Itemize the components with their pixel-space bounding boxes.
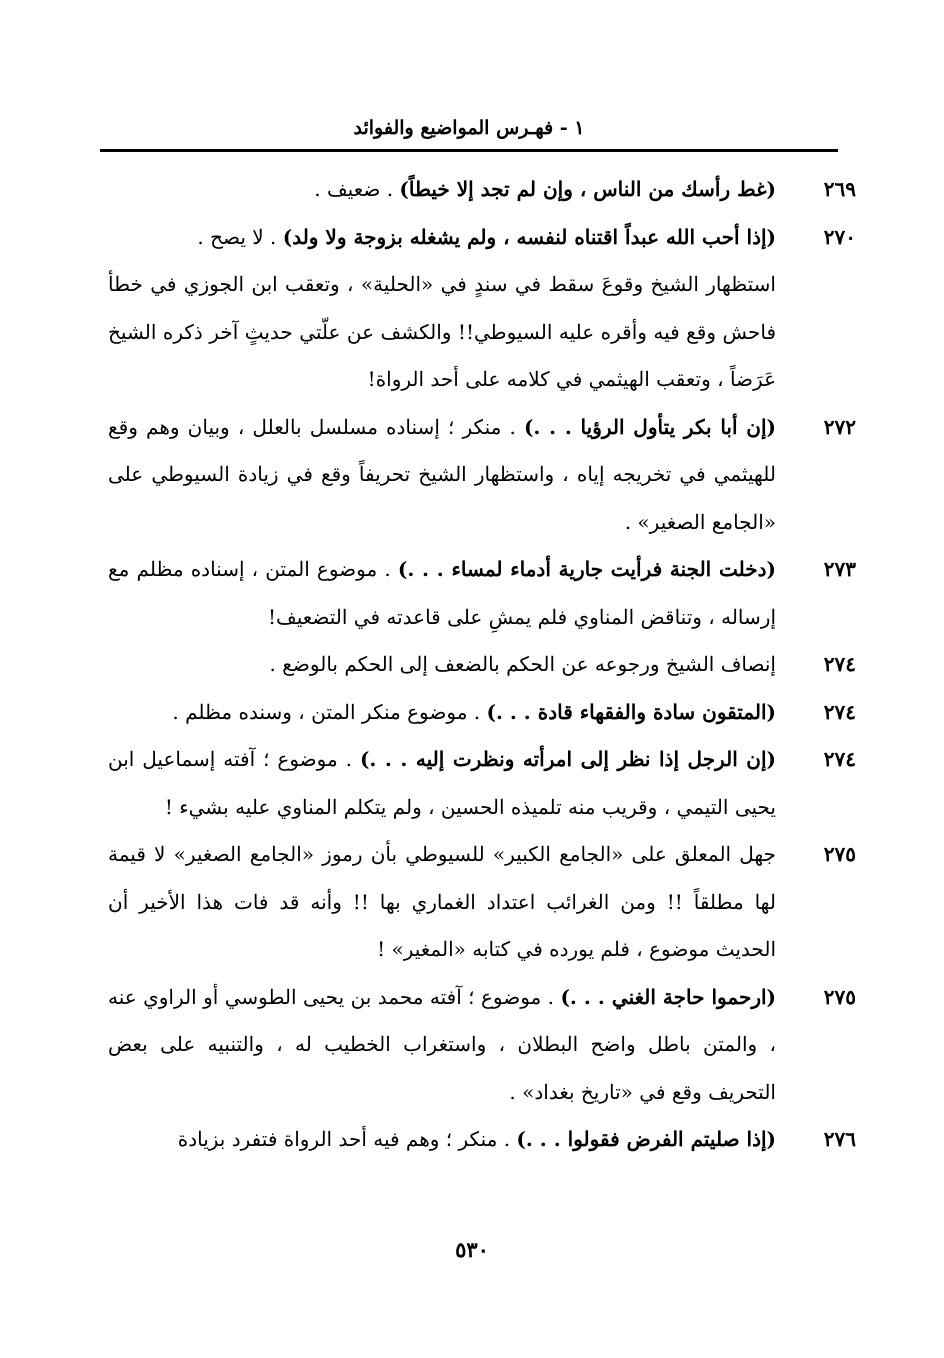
entry-comment: . موضوع منكر المتن ، وسنده مظلم . (172, 699, 487, 724)
entry-comment: . لا يصح . (197, 224, 283, 249)
index-entry (106, 641, 856, 689)
entry-page-number: ٢٧٥ (823, 984, 856, 1009)
entry-text (106, 1116, 776, 1164)
entry-page-number: ٢٧٤ (823, 747, 856, 771)
index-entry (106, 831, 856, 974)
entry-page-number: ٢٧٥ (823, 842, 856, 866)
page-header-title: ١ - فهـرس المواضيع والفوائد (353, 117, 585, 139)
index-entry (106, 974, 856, 1117)
entry-text (106, 404, 776, 547)
entry-comment: . موضوع المتن ، إسناده مظلم مع إرساله ، وتناقض المناوي فلم يمشِ على قاعدته في التضعيف! (108, 557, 776, 629)
entry-text (106, 736, 776, 831)
entry-text (106, 214, 776, 262)
entry-text (106, 261, 776, 404)
entry-text (106, 166, 776, 214)
entry-comment: . ضعيف . (314, 177, 400, 201)
entry-page-number: ٢٧٢ (823, 414, 856, 439)
entry-page-number: ٢٧٤ (823, 699, 856, 724)
index-entry (106, 166, 856, 214)
entry-text (106, 974, 776, 1117)
entry-comment: . منكر ؛ وهم فيه أحد الرواة فتفرد بزيادة (177, 1127, 517, 1151)
entry-comment: . منكر ؛ إسناده مسلسل بالعلل ، وبيان وهم وقع للهيثمي في تخريجه إياه ، واستظهار الشيخ تحريفاً وقع في زيادة السيوطي على «الجامع الصغير» . (108, 414, 776, 534)
hadith-quote: (إذا صليتم الفرض فقولوا . . .) (516, 1127, 776, 1151)
entry-page-number: ٢٧٦ (823, 1127, 856, 1151)
entry-page-number: ٢٧٣ (823, 557, 856, 581)
entry-comment: استظهار الشيخ وقوعَ سقط في سندٍ في «الحلية» ، وتعقب ابن الجوزي في خطأ فاحش وقع فيه وأقره عليه السيوطي!! والكشف عن علّتي حديثٍ آخر ذكره الشيخ عَرَضاً ، وتعقب الهيثمي في كلامه على أحد الرواة! (108, 272, 776, 391)
hadith-quote: (ارحموا حاجة الغني . . .) (560, 984, 776, 1009)
entry-comment: . موضوع ؛ آفته محمد بن يحيى الطوسي أو الراوي عنه ، والمتن باطل واضح البطلان ، واستغراب الخطيب له ، والتنبيه على بعض التحريف وقع في «تاريخ بغداد» . (108, 984, 776, 1104)
entry-comment: إنصاف الشيخ ورجوعه عن الحكم بالضعف إلى الحكم بالوضع . (269, 652, 776, 676)
entry-text (106, 689, 776, 737)
entry-page-number: ٢٦٩ (823, 177, 856, 201)
entry-page-number: ٢٧٠ (823, 224, 856, 249)
index-entry (106, 546, 856, 641)
hadith-quote: (دخلت الجنة فرأيت جارية أدماء لمساء . . .) (397, 557, 776, 581)
index-entry (106, 1116, 856, 1164)
entry-comment: . موضوع ؛ آفته إسماعيل ابن يحيى التيمي ، وقريب منه تلميذه الحسين ، ولم يتكلم المناوي عليه بشيء ! (108, 747, 776, 819)
page-number: ٥٣٠ (455, 1237, 489, 1262)
entry-page-number: ٢٧٤ (823, 652, 856, 676)
entry-text (106, 641, 776, 689)
index-entry (106, 214, 856, 262)
index-entry (106, 689, 856, 737)
hadith-quote: (المتقون سادة والفقهاء قادة . . .) (486, 699, 776, 724)
hadith-quote: (إن الرجل إذا نظر إلى امرأته ونظرت إليه . . .) (359, 747, 776, 771)
entry-text (106, 546, 776, 641)
index-entry (106, 736, 856, 831)
index-entries (106, 166, 856, 1164)
header-divider (100, 149, 838, 152)
index-entry (106, 261, 856, 404)
hadith-quote: (غط رأسك من الناس ، وإن لم تجد إلا خيطاً) (399, 177, 776, 201)
entry-text (106, 831, 776, 974)
index-entry (106, 404, 856, 547)
hadith-quote: (إن أبا بكر يتأول الرؤيا . . .) (523, 414, 776, 439)
entry-comment: جهل المعلق على «الجامع الكبير» للسيوطي بأن رموز «الجامع الصغير» لا قيمة لها مطلقاً !! ومن الغرائب اعتداد الغماري بها !! وأنه قد فات هذا الأخير أن الحديث موضوع ، فلم يورده في كتابه «المغير» ! (108, 842, 776, 961)
hadith-quote: (إذا أحب الله عبداً اقتناه لنفسه ، ولم يشغله بزوجة ولا ولد) (282, 224, 776, 249)
